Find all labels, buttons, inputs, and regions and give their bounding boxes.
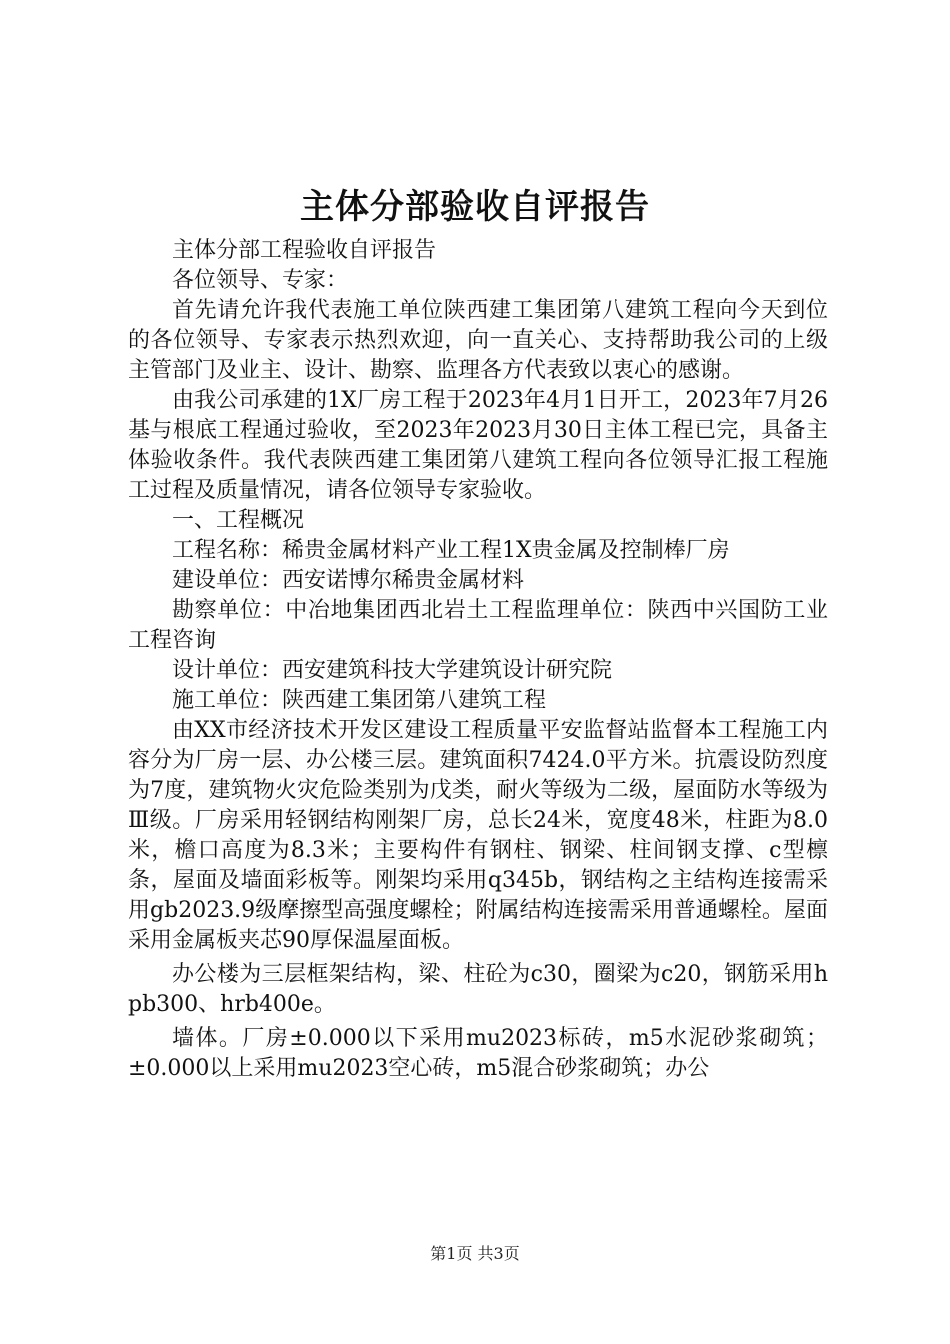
paragraph-subtitle: 主体分部工程验收自评报告 bbox=[172, 238, 437, 263]
section-heading: 一、工程概况 bbox=[172, 508, 305, 533]
project-name: 工程名称：稀贵金属材料产业工程1X贵金属及控制棒厂房 bbox=[172, 538, 730, 563]
paragraph-salutation: 各位领导、专家： bbox=[172, 268, 349, 293]
survey-unit: 勘察单位：中冶地集团西北岩土工程监理单位：陕西中兴国防工业工程咨询 bbox=[128, 598, 828, 653]
builder-unit: 施工单位：陕西建工集团第八建筑工程 bbox=[172, 688, 547, 713]
document-title: 主体分部验收自评报告 bbox=[300, 187, 650, 227]
paragraph-welcome: 首先请允许我代表施工单位陕西建工集团第八建筑工程向今天到位的各位领导、专家表示热烈欢迎，向一直关心、支持帮助我公司的上级主管部门及业主、设计、勘察、监理各方代表致以衷心的感谢。 bbox=[128, 298, 828, 383]
design-unit: 设计单位：西安建筑科技大学建筑设计研究院 bbox=[172, 658, 613, 683]
paragraph-walls: 墙体。厂房±0.000以下采用mu2023标砖，m5水泥砂浆砌筑；±0.000以上采用mu2023空心砖，m5混合砂浆砌筑；办公 bbox=[128, 1026, 828, 1081]
paragraph-structure: 由XX市经济技术开发区建设工程质量平安监督站监督本工程施工内容分为厂房一层、办公楼三层。建筑面积7424.0平方米。抗震设防烈度为7度，建筑物火灾危险类别为戊类，耐火等级为二级，屋面防水等级为Ⅲ级。厂房采用轻钢结构刚架厂房，总长24米，宽度48米，柱距为8.0米，檐口高度为8.3米；主要构件有钢柱、钢梁、柱间钢支撑、c型檩条，屋面及墙面彩板等。刚架均采用q345b，钢结构之主结构连接需采用gb2023.9级摩擦型高强度螺栓；附属结构连接需采用普通螺栓。屋面采用金属板夹芯90厚保温屋面板。 bbox=[128, 718, 828, 953]
paragraph-overview: 由我公司承建的1X厂房工程于2023年4月1日开工，2023年7月26基与根底工程通过验收，至2023年2023月30日主体工程已完，具备主体验收条件。我代表陕西建工集团第八建筑工程向各位领导汇报工程施工过程及质量情况，请各位领导专家验收。 bbox=[128, 388, 828, 503]
paragraph-office: 办公楼为三层框架结构，梁、柱砼为c30，圈梁为c20，钢筋采用hpb300、hrb400e。 bbox=[128, 962, 828, 1017]
construction-unit: 建设单位：西安诺博尔稀贵金属材料 bbox=[172, 568, 525, 593]
document-body bbox=[128, 236, 828, 1084]
page-footer: 第1页 共3页 bbox=[430, 1244, 520, 1263]
